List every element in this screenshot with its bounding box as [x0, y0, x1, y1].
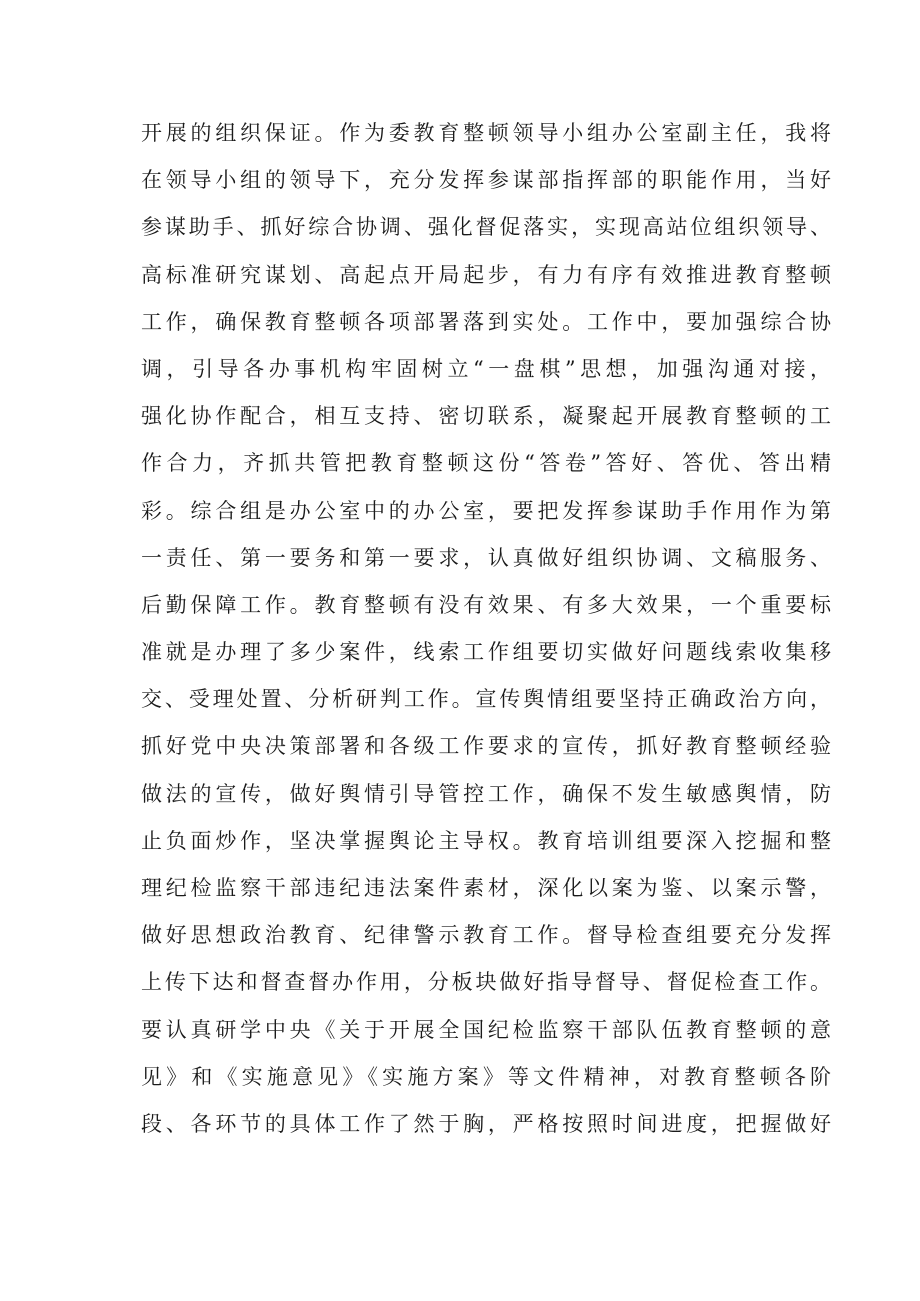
text-line-6: 调，引导各办事机构牢固树立“一盘棋”思想，加强沟通对接，	[141, 356, 831, 381]
text-line-4: 高标准研究谋划、高起点开局起步，有力有序有效推进教育整顿	[141, 262, 831, 287]
text-line-15: 做法的宣传，做好舆情引导管控工作，确保不发生敏感舆情，防	[141, 781, 831, 806]
text-line-10: 一责任、第一要务和第一要求，认真做好组织协调、文稿服务、	[141, 545, 831, 570]
text-line-1: 开展的组织保证。作为委教育整顿领导小组办公室副主任，我将	[141, 121, 831, 145]
text-line-19: 上传下达和督查督办作用，分板块做好指导督导、督促检查工作。	[141, 970, 831, 995]
body-text	[141, 110, 831, 1148]
text-line-3: 参谋助手、抓好综合协调、强化督促落实，实现高站位组织领导、	[141, 215, 831, 240]
text-line-12: 准就是办理了多少案件，线索工作组要切实做好问题线索收集移	[141, 640, 831, 665]
text-line-11: 后勤保障工作。教育整顿有没有效果、有多大效果，一个重要标	[141, 592, 831, 617]
text-line-13: 交、受理处置、分析研判工作。宣传舆情组要坚持正确政治方向，	[141, 687, 831, 712]
text-line-7: 强化协作配合，相互支持、密切联系，凝聚起开展教育整顿的工	[141, 404, 831, 429]
text-line-20: 要认真研学中央《关于开展全国纪检监察干部队伍教育整顿的意	[141, 1017, 831, 1042]
text-line-5: 工作，确保教育整顿各项部署落到实处。工作中，要加强综合协	[141, 309, 831, 334]
text-line-21: 见》和《实施意见》《实施方案》等文件精神，对教育整顿各阶	[141, 1064, 831, 1089]
text-line-18: 做好思想政治教育、纪律警示教育工作。督导检查组要充分发挥	[141, 923, 831, 948]
text-line-22: 段、各环节的具体工作了然于胸，严格按照时间进度，把握做好	[141, 1111, 831, 1136]
text-line-14: 抓好党中央决策部署和各级工作要求的宣传，抓好教育整顿经验	[141, 734, 831, 759]
text-line-9: 彩。综合组是办公室中的办公室，要把发挥参谋助手作用作为第	[141, 498, 831, 523]
text-line-8: 作合力，齐抓共管把教育整顿这份“答卷”答好、答优、答出精	[141, 451, 831, 476]
text-line-16: 止负面炒作，坚决掌握舆论主导权。教育培训组要深入挖掘和整	[141, 828, 831, 853]
text-line-2: 在领导小组的领导下，充分发挥参谋部指挥部的职能作用，当好	[141, 168, 831, 193]
text-line-17: 理纪检监察干部违纪违法案件素材，深化以案为鉴、以案示警，	[141, 876, 831, 900]
